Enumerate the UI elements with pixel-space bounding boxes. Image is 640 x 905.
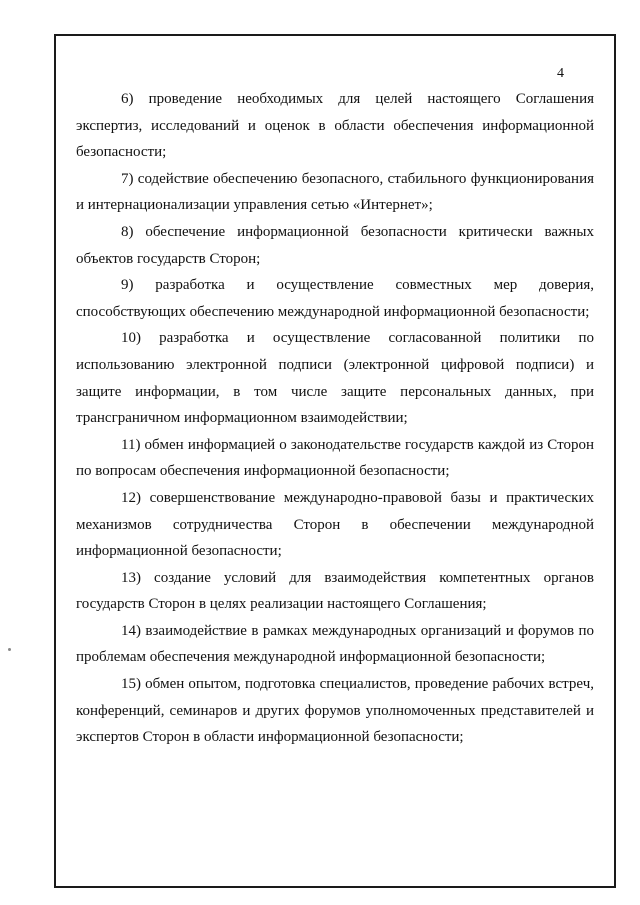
list-item-8: 8) обеспечение информационной безопасности критически важных объектов государств Сторон; — [76, 223, 594, 267]
list-item-10: 10) разработка и осуществление согласованной политики по использованию электронной подписи (электронной цифровой подписи) и защите информации, в том числе защите персональных данных, при трансграничном информационном взаимодействии; — [76, 330, 594, 427]
list-item-11: 11) обмен информацией о законодательстве государств каждой из Сторон по вопросам обеспечения информационной безопасности; — [76, 436, 594, 480]
document-body — [76, 86, 594, 751]
list-item-12: 12) совершенствование международно-правовой базы и практических механизмов сотрудничества Сторон в обеспечении международной информационной безопасности; — [76, 489, 594, 560]
scan-mark — [8, 648, 11, 651]
list-item-13: 13) создание условий для взаимодействия компетентных органов государств Сторон в целях реализации настоящего Соглашения; — [76, 569, 594, 613]
list-item-14: 14) взаимодействие в рамках международных организаций и форумов по проблемам обеспечения международной информационной безопасности; — [76, 622, 594, 666]
list-item-9: 9) разработка и осуществление совместных мер доверия, способствующих обеспечению международной информационной безопасности; — [76, 277, 594, 320]
list-item-7: 7) содействие обеспечению безопасного, стабильного функционирования и интернационализации управления сетью «Интернет»; — [76, 170, 594, 214]
page-number: 4 — [557, 66, 564, 81]
list-item-15: 15) обмен опытом, подготовка специалистов, проведение рабочих встреч, конференций, семинаров и других форумов уполномоченных представителей и экспертов Сторон в области информационной безопасности; — [76, 676, 594, 746]
list-item-6: 6) проведение необходимых для целей настоящего Соглашения экспертиз, исследований и оценок в области обеспечения информационной безопасности; — [76, 91, 594, 161]
page-frame — [54, 34, 616, 888]
